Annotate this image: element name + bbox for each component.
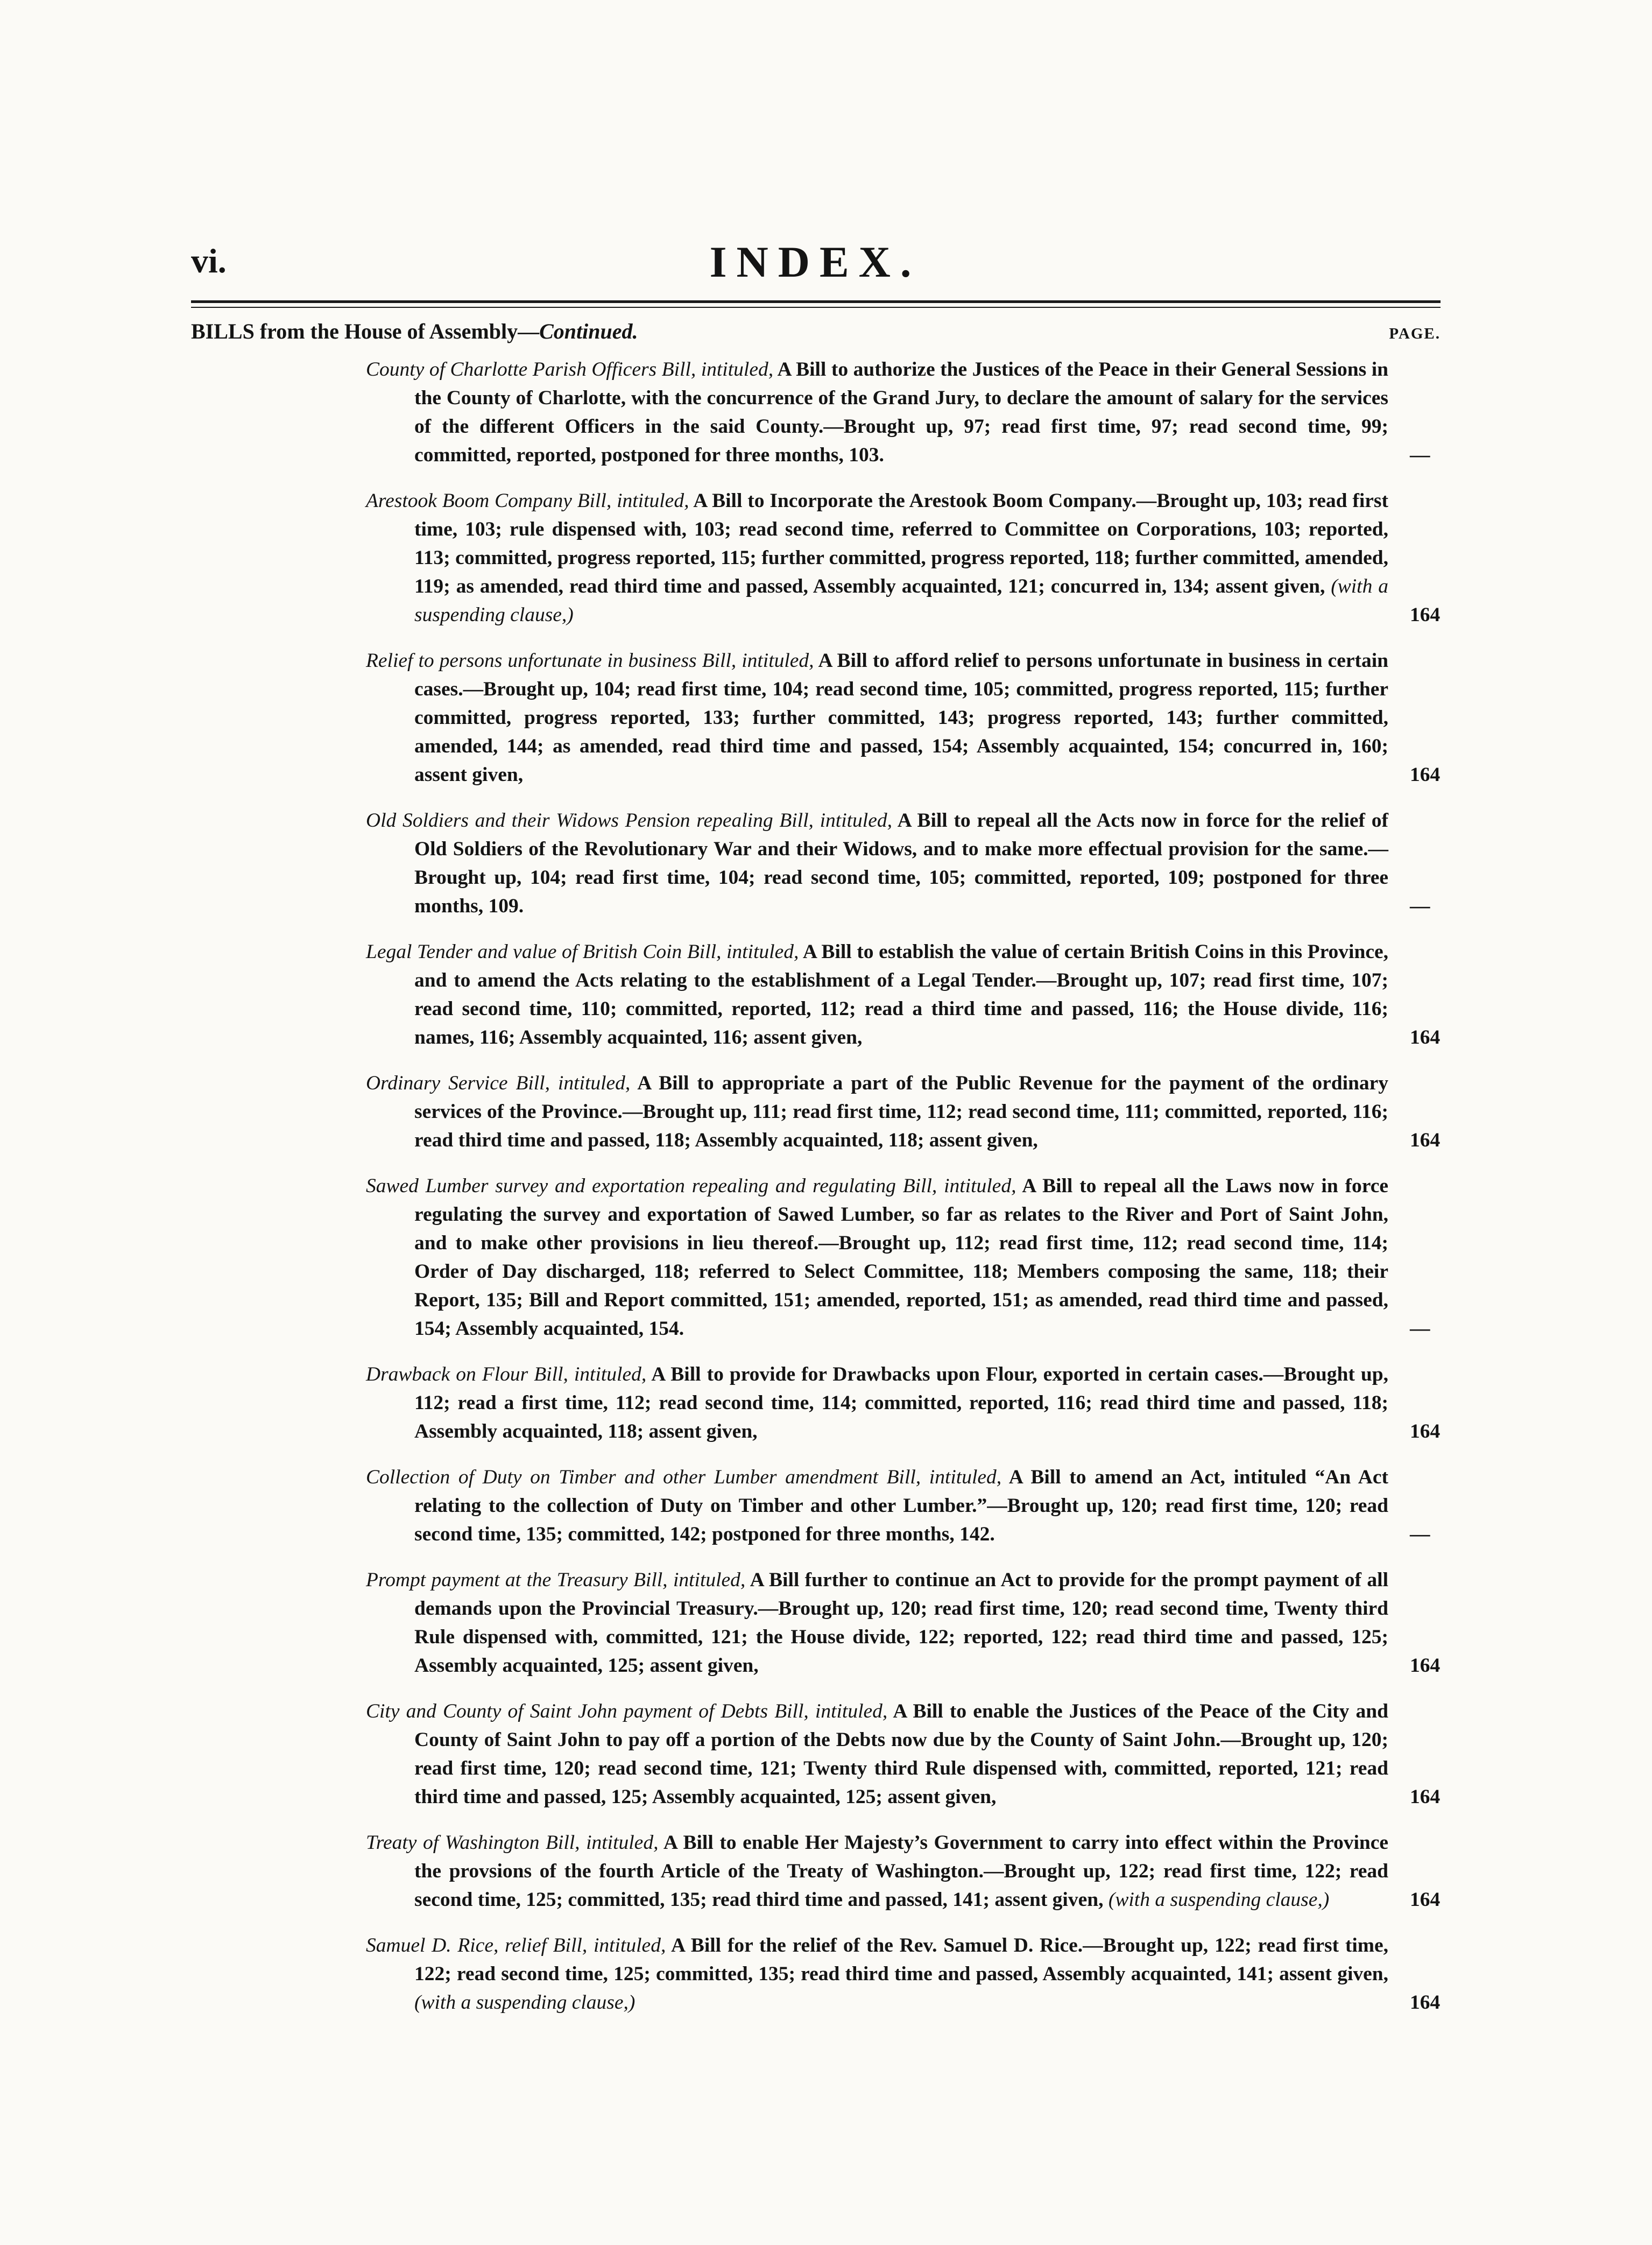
section-heading-continued: Continued.: [539, 319, 638, 343]
index-entry: [366, 806, 1430, 920]
page-number: vi.: [191, 242, 227, 280]
index-entry: [366, 938, 1441, 1052]
entry-title: Sawed Lumber survey and exportation repealing and regulating Bill, intituled,: [366, 1175, 1016, 1197]
index-entry: [366, 1566, 1441, 1680]
entry-page-ref: —: [1410, 895, 1430, 917]
entry-page-ref: 164: [1410, 1026, 1441, 1048]
entry-title: Samuel D. Rice, relief Bill, intituled,: [366, 1934, 666, 1957]
entry-text: A Bill to establish the value of certain British Coins in this Province, and to amend the Acts relating to the establishment of a Legal Tender.—Brought up, 107; read first time, 107; read second time, 110; committed, reported, 112; read a third time and passed, 116; the House divide, 116; names, 116; Assembly acquainted, 116; assent given,: [414, 941, 1388, 1048]
index-entry: [366, 1069, 1441, 1155]
index-entry: [366, 487, 1441, 629]
entry-text: A Bill to appropriate a part of the Public Revenue for the payment of the ordinary services of the Province.—Brought up, 111; read first time, 112; read second time, 111; committed, reported, 116; read third time and passed, 118; Assembly acquainted, 118; assent given,: [414, 1072, 1388, 1151]
entry-page-ref: 164: [1410, 1420, 1441, 1442]
page-title: INDEX.: [709, 237, 921, 286]
entry-text: A Bill to enable the Justices of the Peace of the City and County of Saint John to pay off a portion of the Debts now due by the County of Saint John.—Brought up, 120; read first time, 120; read second time, 121; Twenty third Rule dispensed with, committed, reported, 121; read third time and passed, 125; Assembly acquainted, 125; assent given,: [414, 1700, 1388, 1808]
entry-title: Collection of Duty on Timber and other Lumber amendment Bill, intituled,: [366, 1466, 1002, 1488]
section-heading-text: BILLS from the House of Assembly—: [191, 319, 540, 343]
entry-text: A Bill to amend an Act, intituled “An Act relating to the collection of Duty on Timber and other Lumber.”—Brought up, 120; read first time, 120; read second time, 135; committed, 142; postponed for three months, 142.: [414, 1466, 1388, 1545]
entry-text: A Bill to provide for Drawbacks upon Flour, exported in certain cases.—Brought up, 112; read a first time, 112; read second time, 114; committed, reported, 116; read third time and passed, 118; Assembly acquainted, 118; assent given,: [414, 1363, 1389, 1442]
entry-page-ref: —: [1410, 1318, 1430, 1340]
header-rule-thin: [191, 307, 1441, 308]
entry-page-ref: 164: [1410, 764, 1441, 786]
entry-page-ref: 164: [1410, 1655, 1441, 1677]
entry-page-ref: 164: [1410, 1129, 1441, 1151]
entry-text: A Bill to afford relief to persons unfortunate in business in certain cases.—Brought up, 104; read first time, 104; read second time, 105; committed, progress reported, 115; further committed, progress reported, 133; further committed, 143; progress reported, 143; further committed, amended, 144; as amended, read third time and passed, 154; Assembly acquainted, 154; concurred in, 160; assent given,: [414, 650, 1388, 786]
entry-text: A Bill to repeal all the Acts now in force for the relief of Old Soldiers of the Revolutionary War and their Widows, and to make more effectual provision for the same.—Brought up, 104; read first time, 104; read second time, 105; committed, reported, 109; postponed for three months, 109.: [414, 810, 1388, 917]
entry-title: Arestook Boom Company Bill, intituled,: [366, 490, 689, 512]
index-entry: [366, 1828, 1441, 1914]
entry-page-ref: —: [1410, 1523, 1430, 1545]
index-entry: [366, 646, 1441, 789]
index-entry: [366, 1463, 1430, 1549]
section-heading-row: [191, 319, 1441, 351]
entry-text: A Bill for the relief of the Rev. Samuel D. Rice.—Brought up, 122; read first time, 122; read second time, 125; committed, 135; read third time and passed, Assembly acquainted, 141; assent given, (with a suspending clause,): [414, 1934, 1388, 2014]
entry-title: Treaty of Washington Bill, intituled,: [366, 1832, 659, 1854]
entry-text: A Bill further to continue an Act to provide for the prompt payment of all demands upon the Provincial Treasury.—Brought up, 120; read first time, 120; read second time, Twenty third Rule dispensed with, committed, 121; the House divide, 122; reported, 122; read third time and passed, 125; Assembly acquainted, 125; assent given,: [414, 1569, 1388, 1677]
entry-page-ref: 164: [1410, 604, 1441, 626]
index-entry: [366, 1931, 1441, 2017]
entry-text: A Bill to Incorporate the Arestook Boom Company.—Brought up, 103; read first time, 103; rule dispensed with, 103; read second time, referred to Committee on Corporations, 103; reported, 113; committed, progress reported, 115; further committed, progress reported, 118; further committed, amended, 119; as amended, read third time and passed, Assembly acquainted, 121; concurred in, 134; assent given, (with a suspending clause,): [414, 490, 1388, 626]
entry-text: A Bill to authorize the Justices of the Peace in their General Sessions in the County of Charlotte, with the concurrence of the Grand Jury, to declare the amount of salary for the services of the different Officers in the said County.—Brought up, 97; read first time, 97; read second time, 99; committed, reported, postponed for three months, 103.: [414, 358, 1388, 466]
entry-page-ref: —: [1410, 444, 1430, 466]
index-entry: [366, 355, 1430, 469]
index-entry: [366, 1172, 1430, 1343]
entry-page-ref: 164: [1410, 1786, 1441, 1808]
entry-page-ref: 164: [1410, 1889, 1441, 1911]
entry-text: A Bill to repeal all the Laws now in force regulating the survey and exportation of Sawed Lumber, so far as relates to the River and Port of Saint John, and to make other provisions in lieu thereof.—Brought up, 112; read first time, 112; read second time, 114; Order of Day discharged, 118; referred to Select Committee, 118; Members composing the same, 118; their Report, 135; Bill and Report committed, 151; amended, reported, 151; as amended, read third time and passed, 154; Assembly acquainted, 154.: [414, 1175, 1389, 1340]
entry-title: City and County of Saint John payment of Debts Bill, intituled,: [366, 1700, 888, 1722]
entry-title: Ordinary Service Bill, intituled,: [366, 1072, 631, 1094]
entry-title: County of Charlotte Parish Officers Bill, intituled,: [366, 358, 774, 381]
entry-page-ref: 164: [1410, 1991, 1441, 2014]
index-entry: [366, 1360, 1441, 1446]
header-rule-thick: [191, 300, 1441, 303]
entry-title: Relief to persons unfortunate in business Bill, intituled,: [366, 650, 814, 672]
entry-title: Drawback on Flour Bill, intituled,: [366, 1363, 647, 1385]
entry-title: Prompt payment at the Treasury Bill, intituled,: [366, 1569, 746, 1591]
entry-title: Old Soldiers and their Widows Pension repealing Bill, intituled,: [366, 810, 892, 832]
entry-text: A Bill to enable Her Majesty’s Government to carry into effect within the Province the provsions of the fourth Article of the Treaty of Washington.—Brought up, 122; read first time, 122; read second time, 125; committed, 135; read third time and passed, 141; assent given, (with a suspending clause,): [414, 1832, 1389, 1911]
index-entry: [366, 1697, 1441, 1811]
section-heading: [191, 319, 638, 344]
page-column-label: PAGE.: [1389, 325, 1441, 342]
entry-title: Legal Tender and value of British Coin Bill, intituled,: [366, 941, 799, 963]
index-entries: [366, 355, 1441, 2034]
page-header: [191, 237, 1439, 296]
